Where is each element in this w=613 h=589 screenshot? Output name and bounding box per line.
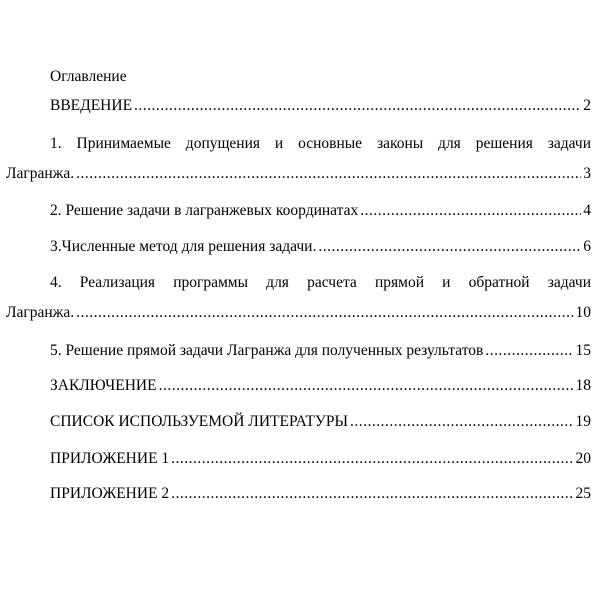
toc-entry-section-3[interactable] bbox=[50, 237, 591, 257]
dot-leader bbox=[159, 376, 574, 396]
dot-leader bbox=[360, 201, 581, 221]
toc-page-number: 6 bbox=[583, 238, 591, 255]
toc-page-number: 10 bbox=[575, 304, 591, 321]
toc-entry-label-line2: Лагранжа. bbox=[6, 304, 75, 321]
toc-entry-introduction[interactable] bbox=[50, 96, 591, 116]
dot-leader bbox=[318, 237, 581, 257]
toc-page-number: 25 bbox=[575, 485, 591, 502]
toc-entry-appendix-2[interactable] bbox=[50, 484, 591, 504]
toc-entry-label: ПРИЛОЖЕНИЕ 2 bbox=[50, 485, 170, 502]
toc-page-number: 3 bbox=[583, 165, 591, 182]
dot-leader bbox=[485, 341, 573, 361]
toc-page-number: 15 bbox=[575, 342, 591, 359]
toc-page-number: 18 bbox=[575, 377, 591, 394]
dot-leader bbox=[76, 303, 573, 323]
dot-leader bbox=[350, 412, 574, 432]
toc-page-number: 4 bbox=[583, 202, 591, 219]
toc-entry-section-5[interactable] bbox=[50, 341, 591, 361]
toc-entry-label-line2: Лагранжа. bbox=[6, 165, 75, 182]
toc-title: Оглавление bbox=[50, 68, 127, 85]
toc-page-number: 2 bbox=[583, 97, 591, 114]
toc-entry-references[interactable] bbox=[50, 412, 591, 432]
toc-entry-label: ЗАКЛЮЧЕНИЕ bbox=[50, 377, 157, 394]
toc-entry-label: 2. Решение задачи в лагранжевых координатах bbox=[50, 202, 359, 219]
toc-page-number: 19 bbox=[575, 413, 591, 430]
toc-entry-conclusion[interactable] bbox=[50, 376, 591, 396]
toc-entry-label-line1: 1. Принимаемые допущения и основные законы для решения задачи bbox=[50, 135, 591, 152]
toc-entry-appendix-1[interactable] bbox=[50, 449, 591, 469]
toc-entry-label: ВВЕДЕНИЕ bbox=[50, 97, 133, 114]
toc-entry-label: 5. Решение прямой задачи Лагранжа для полученных результатов bbox=[50, 342, 484, 359]
toc-entry-label: ПРИЛОЖЕНИЕ 1 bbox=[50, 450, 170, 467]
dot-leader bbox=[134, 96, 581, 116]
toc-entry-label-line1: 4. Реализация программы для расчета прямой и обратной задачи bbox=[50, 274, 591, 291]
dot-leader bbox=[171, 449, 573, 469]
toc-entry-label: СПИСОК ИСПОЛЬЗУЕМОЙ ЛИТЕРАТУРЫ bbox=[50, 413, 348, 430]
dot-leader bbox=[171, 484, 573, 504]
dot-leader bbox=[76, 164, 581, 184]
toc-entry-label: 3.Численные метод для решения задачи. bbox=[50, 238, 317, 255]
toc-entry-section-2[interactable] bbox=[50, 201, 591, 221]
toc-page-number: 20 bbox=[575, 450, 591, 467]
